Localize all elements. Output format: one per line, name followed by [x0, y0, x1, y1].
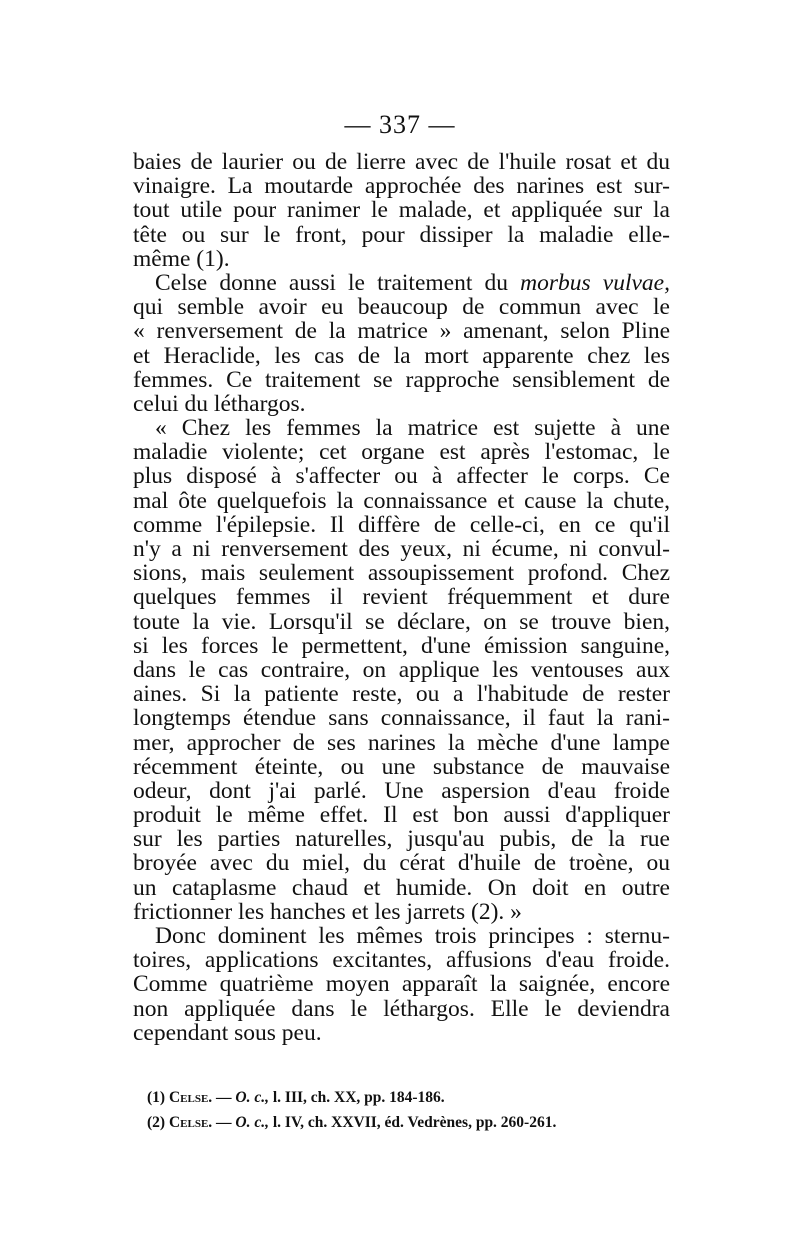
- italic-term: morbus vulvae,: [520, 269, 670, 296]
- text-line: récemment éteinte, ou une substance de mauvaise: [133, 753, 670, 780]
- footnote-dash: —: [212, 1114, 236, 1131]
- page-number: — 337 —: [344, 110, 456, 139]
- text-line: celui du léthargos.: [133, 390, 306, 417]
- text-line: même (1).: [133, 245, 230, 272]
- text-line: et Heraclide, les cas de la mort apparente chez les: [133, 342, 670, 369]
- text-line: si les forces le permettent, d'une émission sanguine,: [133, 632, 670, 659]
- text-line: [133, 271, 670, 295]
- footnote-dash: —: [212, 1089, 236, 1106]
- footnote-reference: l. IV, ch. XXVII, éd. Vedrènes, pp. 260-261.: [268, 1114, 557, 1131]
- text-line: tête ou sur le front, pour dissiper la maladie elle-: [133, 221, 670, 248]
- footnote-reference: l. III, ch. XX, pp. 184-186.: [268, 1089, 445, 1106]
- text-line: non appliquée dans le léthargos. Elle le deviendra: [133, 995, 670, 1022]
- text-line: cependant sous peu.: [133, 1019, 322, 1046]
- text-line: sur les parties naturelles, jusqu'au pubis, de la rue: [133, 826, 670, 853]
- footnote: [147, 1110, 627, 1135]
- footnote-number: (2): [147, 1114, 166, 1131]
- text-line: femmes. Ce traitement se rapproche sensiblement de: [133, 366, 670, 393]
- footnotes: [147, 1085, 627, 1135]
- text-line: aines. Si la patiente reste, ou a l'habitude de rester: [133, 681, 670, 708]
- text-line: longtemps étendue sans connaissance, il faut la rani-: [133, 705, 670, 732]
- text-line: un cataplasme chaud et humide. On doit en outre: [133, 874, 670, 901]
- text-line: mer, approcher de ses narines la mèche d'une lampe: [133, 729, 670, 756]
- text-line: Comme quatrième moyen apparaît la saignée, encore: [133, 971, 670, 998]
- footnote-work: O. c.,: [235, 1114, 269, 1131]
- body-text: [133, 150, 670, 1045]
- paragraph-4: [133, 924, 670, 1045]
- text-line: plus disposé à s'affecter ou à affecter le corps. Ce: [133, 463, 670, 490]
- text-line: « Chez les femmes la matrice est sujette à une: [155, 415, 670, 442]
- text-line: broyée avec du miel, du cérat d'huile de troène, ou: [133, 850, 670, 877]
- paragraph-3: [133, 416, 670, 924]
- text-line: sions, mais seulement assoupissement profond. Chez: [133, 560, 670, 587]
- footnote-work: O. c.,: [235, 1089, 269, 1106]
- footnote-author: Celse.: [168, 1114, 213, 1131]
- paragraph-1: [133, 150, 670, 271]
- text-line: comme l'épilepsie. Il diffère de celle-ci, en ce qu'il: [133, 511, 670, 538]
- text-run: Celse donne aussi le traitement du: [155, 269, 521, 296]
- text-line: vinaigre. La moutarde approchée des narines est sur-: [133, 173, 670, 200]
- text-line: toires, applications excitantes, affusions d'eau froide.: [133, 947, 670, 974]
- text-line: mal ôte quelquefois la connaissance et cause la chute,: [133, 487, 670, 514]
- paragraph-2: [133, 271, 670, 416]
- text-line: toute la vie. Lorsqu'il se déclare, on se trouve bien,: [133, 608, 670, 635]
- text-line: dans le cas contraire, on applique les ventouses aux: [133, 656, 670, 683]
- text-line: n'y a ni renversement des yeux, ni écume, ni convul-: [133, 536, 670, 562]
- text-line: produit le même effet. Il est bon aussi d'appliquer: [133, 802, 670, 829]
- text-line: Donc dominent les mêmes trois principes : sternu-: [155, 923, 670, 949]
- text-line: « renversement de la matrice » amenant, selon Pline: [133, 318, 670, 345]
- text-line: quelques femmes il revient fréquemment et dure: [133, 584, 670, 611]
- text-line: tout utile pour ranimer le malade, et appliquée sur la: [133, 197, 670, 224]
- text-line: odeur, dont j'ai parlé. Une aspersion d'eau froide: [133, 777, 670, 804]
- text-line: maladie violente; cet organe est après l'estomac, le: [133, 439, 670, 466]
- text-line: baies de laurier ou de lierre avec de l'huile rosat et du: [133, 149, 670, 175]
- footnote-author: Celse.: [168, 1089, 213, 1106]
- footnote: [147, 1085, 627, 1110]
- text-line: qui semble avoir eu beaucoup de commun avec le: [133, 294, 670, 321]
- footnote-number: (1): [147, 1089, 166, 1106]
- text-line: frictionner les hanches et les jarrets (2). »: [133, 898, 522, 925]
